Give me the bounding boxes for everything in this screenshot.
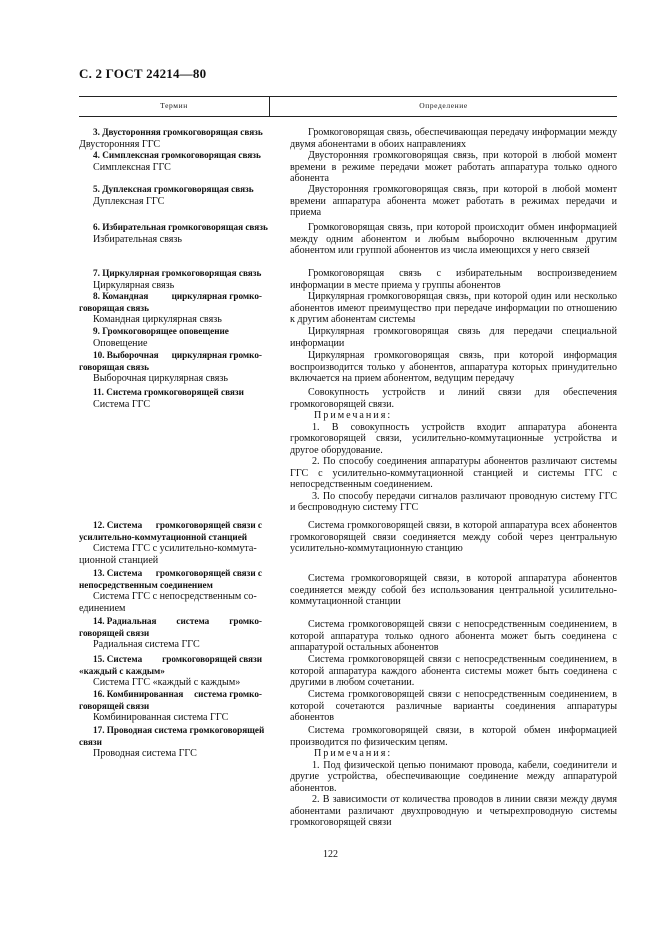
term-bold: говорящая связь [79,361,149,372]
term-bold-part: громко- [229,616,262,626]
definition-text: Двусторонняя громкоговорящая связь, при которой в любой момент времени аппаратура абонента может работать в режимах передачи и приема [290,184,617,218]
note-text: 2. В зависимости от количества проводов в линии связи между двумя абонентами различают двухпроводную и четырехпроводную системы громкоговорящей связи [290,794,617,828]
term-bold: усилительно-коммутационной станцией [79,531,248,542]
term-plain: Выборочная циркулярная связь [93,373,228,384]
definition-text: Двусторонняя громкоговорящая связь, при которой в любой момент времени в режиме передачи может работать аппаратура только одного абонента [290,150,617,184]
term-cell [79,387,262,410]
notes-title: Примечания: [314,410,393,421]
term-bold-part: циркулярная громко- [171,350,262,360]
term-cell [79,350,262,385]
term-bold: 3. Двусторонняя громкоговорящая связь [93,127,263,137]
definition-cell [290,184,617,219]
term-bold: 9. Громкоговорящее оповещение [93,326,229,336]
definition-text: Система громкоговорящей связи, в которой обмен информацией производится по физическим цепям. [290,725,617,748]
term-bold: 7. Циркулярная громкоговорящая связь [93,268,262,278]
definition-cell [290,222,617,257]
term-bold-line [79,689,262,701]
term-plain: Двусторонняя ГГС [79,138,161,150]
term-bold-part: 14. Радиальная [93,616,157,626]
term-bold: 17. Проводная система громкоговорящей [93,725,265,735]
term-plain: Оповещение [93,337,148,349]
term-bold-line [79,654,262,666]
term-plain: Циркулярная связь [93,279,175,291]
term-plain: Система ГГС [93,398,151,410]
term-cell [79,326,262,349]
term-cell [79,568,262,614]
definition-text: Система громкоговорящей связи с непосредственным соединением, в которой аппаратура каждого абонента системы может быть соединена с другими в любом сочетании. [290,654,617,688]
term-plain: ционной станцией [79,554,159,566]
term-plain: Проводная система ГГС [93,748,197,759]
term-plain: Радиальная система ГГС [93,639,200,650]
term-plain: Система ГГС с усилительно-коммута- [93,543,257,554]
term-cell [79,654,262,689]
term-plain: Командная циркулярная связь [93,314,222,325]
term-plain: Избирательная связь [93,233,183,245]
term-bold: непосредственным соединением [79,579,213,590]
notes-title: Примечания: [314,748,393,759]
definition-text: Громкоговорящая связь, при которой происходит обмен информацией между одним абонентом и любым выборочно включенным другим абонентом или группой абонентов из числа имеющихся у него связей [290,222,617,256]
column-header-term: Термин [160,101,188,110]
note-text: 3. По способу передачи сигналов различают проводную систему ГГС и беспроводную систему ГГС [290,490,617,513]
definition-text: Система громкоговорящей связи, в которой аппаратура абонентов соединяется между собой без использования центральной усилительно-коммутационной станции [290,573,617,607]
term-bold: говорящая связь [79,302,149,313]
definition-cell [290,616,617,654]
term-bold: 6. Избирательная громкоговорящая связь [93,222,268,232]
term-bold-part: 8. Командная [93,291,149,301]
term-bold-part: система [176,616,210,626]
note-text: 1. Под физической цепью понимают провода, кабели, соединители и другие устройства, обеспечивающие соединение между аппаратурой абонентов. [290,759,617,794]
definition-text: Громкоговорящая связь с избирательным воспроизведением информации в месте приема у группы абонентов [290,268,617,291]
term-bold: связи [79,736,102,747]
term-plain: Симплексная ГГС [93,161,171,173]
definition-cell [290,350,617,385]
table-top-rule [79,96,617,97]
definition-cell [290,568,617,608]
definition-cell [290,689,617,724]
definition-cell [290,127,617,150]
term-bold-part: громкоговорящей связи [162,654,262,664]
term-bold: 4. Симплексная громкоговорящая связь [93,150,261,160]
definition-text: Циркулярная громкоговорящая связь, при которой один или несколько абонентов имеют преимущество при передаче информации по отношению к другим абонентам системы [290,291,617,325]
note-text: 2. По способу соединения аппаратуры абонентов различают системы ГГС с усилительно-коммутационной станцией и системы ГГС с непосредственным соединением. [290,456,617,490]
term-bold: говорящей связи [79,627,150,638]
definition-cell [290,520,617,555]
page-number: 122 [323,849,338,860]
term-bold-part: 15. Система [93,654,143,664]
term-cell [79,616,262,651]
definition-cell [290,387,617,514]
term-bold-line [79,520,262,532]
term-bold: 11. Система громкоговорящей связи [93,387,244,397]
term-cell [79,127,262,150]
definition-text: Циркулярная громкоговорящая связь для передачи специальной информации [290,326,617,349]
term-plain: Система ГГС «каждый с каждым» [93,677,241,688]
term-cell [79,689,262,724]
definition-text: Совокупность устройств и линий связи для обеспечения громкоговорящей связи. [290,387,617,410]
term-plain: Система ГГС с непосредственным со- [93,591,257,602]
definition-text: Громкоговорящая связь, обеспечивающая передачу информации между двумя абонентами в обоих направлениях [290,127,617,150]
column-header-definition: Определение [419,101,468,110]
term-bold-part: система громко- [194,689,262,699]
term-bold: 5. Дуплексная громкоговорящая связь [93,184,254,194]
term-cell [79,150,262,173]
definition-cell [290,654,617,689]
definition-text: Циркулярная громкоговорящая связь, при которой информация воспроизводится только у абонентов, аппаратура которых принудительно включается на прием абонентом, ведущим передачу [290,350,617,384]
definition-text: Система громкоговорящей связи с непосредственным соединением, в которой аппаратура только одного абонента может быть соединена с аппаратурой остальных абонентов [290,619,617,653]
term-bold-part: громкоговорящей связи с [155,568,262,578]
definition-cell [290,291,617,326]
term-cell [79,184,262,207]
term-plain: единением [79,602,126,614]
term-bold-line [79,291,262,303]
page-header: С. 2 ГОСТ 24214—80 [79,66,207,81]
definition-cell [290,725,617,829]
term-bold: «каждый с каждым» [79,665,165,676]
term-cell [79,520,262,566]
term-bold: говорящей связи [79,700,150,711]
definition-cell [290,150,617,185]
term-bold-part: 10. Выборочная [93,350,159,360]
term-bold-line [79,616,262,628]
term-bold-line [79,568,262,580]
definition-cell [290,326,617,349]
term-bold-part: циркулярная громко- [171,291,262,301]
term-bold-part: 13. Система [93,568,143,578]
term-cell [79,222,268,245]
term-bold-part: 12. Система [93,520,143,530]
definition-text: Система громкоговорящей связи, в которой аппаратура всех абонентов громкоговорящей связи соединяется между собой через центральную усилительно-коммутационную станцию [290,520,617,554]
term-cell [79,268,262,291]
table-header-rule [79,116,617,117]
term-cell [79,291,262,326]
term-plain: Комбинированная система ГГС [93,712,229,723]
term-bold-part: 16. Комбинированная [93,689,184,699]
term-bold-part: громкоговорящей связи с [155,520,262,530]
definition-cell [290,268,617,291]
term-plain: Дуплексная ГГС [93,195,165,207]
term-bold-line [79,350,262,362]
definition-text: Система громкоговорящей связи с непосредственным соединением, в которой сочетаются различные варианты соединения аппаратуры абонентов [290,689,617,723]
term-cell [79,725,265,760]
note-text: 1. В совокупность устройств входит аппаратура абонента громкоговорящей связи, усилительно-коммутационные устройства и другое оборудование. [290,421,617,456]
